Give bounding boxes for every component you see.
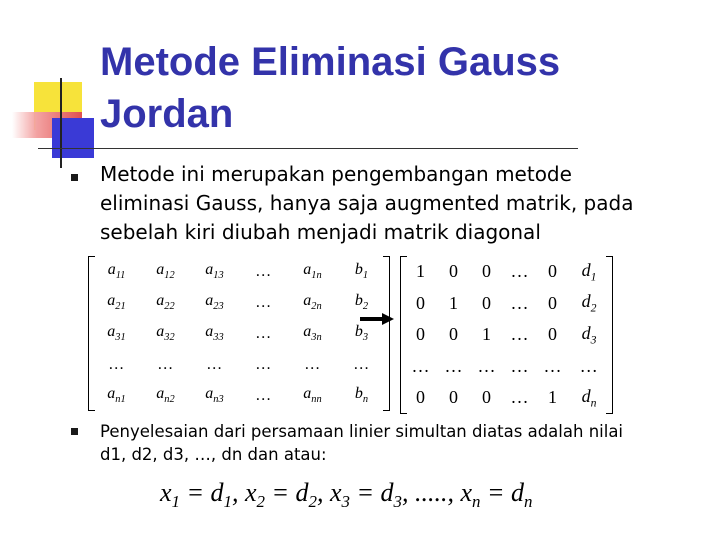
matrix-cell: … (354, 355, 369, 373)
matrix-cell: $a_{1n}$ (303, 261, 322, 282)
solution-formula: $x_1 = d_1$, $x_2 = d_2$, $x_3 = d_3$, ....., $x_n = d_n$ (160, 478, 533, 512)
matrix-cell: $d_1$ (581, 259, 597, 284)
arrow-right-icon (360, 313, 394, 325)
decor-blue-square (52, 118, 94, 158)
matrix-cell: 0 (449, 261, 458, 282)
matrix-cell: 0 (548, 261, 557, 282)
matrix-cell: 0 (449, 387, 458, 408)
matrix-cell: $a_{n2}$ (156, 385, 175, 406)
matrix-cell: $a_{23}$ (205, 292, 224, 313)
slide-title (100, 36, 700, 140)
matrix-cell: 1 (482, 324, 491, 345)
matrix-row (404, 382, 609, 414)
matrix-cell: 1 (449, 292, 458, 313)
matrix-cell: $a_{n3}$ (205, 385, 224, 406)
matrix-cell: $b_2$ (354, 292, 369, 313)
matrix-cell: … (109, 355, 124, 373)
matrix-cell: 1 (548, 387, 557, 408)
matrix-cell: $a_{3n}$ (303, 323, 322, 344)
matrix-cell: 0 (416, 324, 425, 345)
matrix-cell: $a_{33}$ (205, 323, 224, 344)
matrix-bracket-right (606, 256, 613, 414)
matrix-cell: $a_{n1}$ (107, 385, 126, 406)
bullet-2-line-1: Penyelesaian dari persamaan linier simultan diatas adalah nilai (100, 422, 624, 441)
matrix-cell: 0 (482, 387, 491, 408)
matrix-row (92, 287, 386, 318)
augmented-matrix (92, 256, 386, 411)
matrix-cell: $d_2$ (581, 291, 597, 316)
matrix-cell: … (305, 355, 320, 373)
matrix-cell: … (477, 355, 496, 376)
matrix-bracket-left (400, 256, 407, 414)
matrix-cell: … (510, 387, 529, 408)
matrix-cell: … (256, 293, 271, 311)
matrix-cell: 0 (548, 292, 557, 313)
matrix-cell: $b_n$ (354, 385, 369, 406)
bullet-1-line-2: eliminasi Gauss, hanya saja augmented matrik, pada (100, 191, 634, 215)
matrix-cell: $a_{2n}$ (303, 292, 322, 313)
matrix-cell: … (580, 355, 597, 376)
matrix-cell: … (256, 355, 271, 373)
bullet-marker (71, 428, 78, 435)
diagonal-matrix (404, 256, 609, 414)
matrix-cell: $d_n$ (581, 385, 597, 410)
title-line-2: Jordan (100, 92, 234, 136)
matrix-cell: … (543, 355, 562, 376)
matrix-cell: … (411, 355, 430, 376)
matrix-cell: 0 (416, 292, 425, 313)
matrix-cell: 1 (416, 261, 425, 282)
matrix-cell: $a_{12}$ (156, 261, 175, 282)
bullet-text-1 (100, 160, 690, 247)
matrix-row (92, 256, 386, 287)
bullet-marker (71, 174, 78, 181)
bullet-text-2 (100, 420, 700, 466)
matrix-bracket-right (383, 256, 390, 411)
matrix-cell: … (256, 324, 271, 342)
matrix-cell: $a_{13}$ (205, 261, 224, 282)
matrix-row (404, 288, 609, 320)
matrix-bracket-left (88, 256, 95, 411)
matrix-cell: $a_{32}$ (156, 323, 175, 344)
bullet-1-line-1: Metode ini merupakan pengembangan metode (100, 162, 572, 186)
matrix-cell: $a_{31}$ (107, 323, 126, 344)
decor-horizontal-line (38, 148, 578, 149)
matrix-row (92, 380, 386, 411)
bullet-1-line-3: sebelah kiri diubah menjadi matrik diagonal (100, 220, 541, 244)
matrix-cell: 0 (482, 261, 491, 282)
matrix-row (92, 349, 386, 380)
matrix-cell: 0 (482, 292, 491, 313)
bullet-2-line-2: d1, d2, d3, …, dn dan atau: (100, 445, 327, 464)
matrix-row (92, 318, 386, 349)
matrix-cell: $a_{22}$ (156, 292, 175, 313)
matrix-cell: $a_{nn}$ (303, 385, 322, 406)
matrix-cell: 0 (416, 387, 425, 408)
matrix-cell: … (510, 261, 529, 282)
matrix-cell: … (510, 324, 529, 345)
matrix-row (404, 351, 609, 383)
matrix-row (404, 256, 609, 288)
matrix-cell: $b_3$ (354, 323, 369, 344)
matrix-row (404, 319, 609, 351)
title-line-1: Metode Eliminasi Gauss (100, 40, 561, 84)
matrix-cell: … (207, 355, 222, 373)
matrix-cell: … (444, 355, 463, 376)
matrix-cell: … (510, 355, 529, 376)
matrix-cell: … (256, 262, 271, 280)
matrix-cell: … (158, 355, 173, 373)
decor-vertical-line (60, 78, 62, 168)
matrix-cell: $d_3$ (581, 322, 597, 347)
matrix-cell: … (510, 292, 529, 313)
matrix-cell: $a_{21}$ (107, 292, 126, 313)
matrix-cell: … (256, 386, 271, 404)
matrix-cell: $a_{11}$ (107, 261, 126, 282)
matrix-cell: 0 (548, 324, 557, 345)
matrix-cell: $b_1$ (354, 261, 369, 282)
matrix-cell: 0 (449, 324, 458, 345)
